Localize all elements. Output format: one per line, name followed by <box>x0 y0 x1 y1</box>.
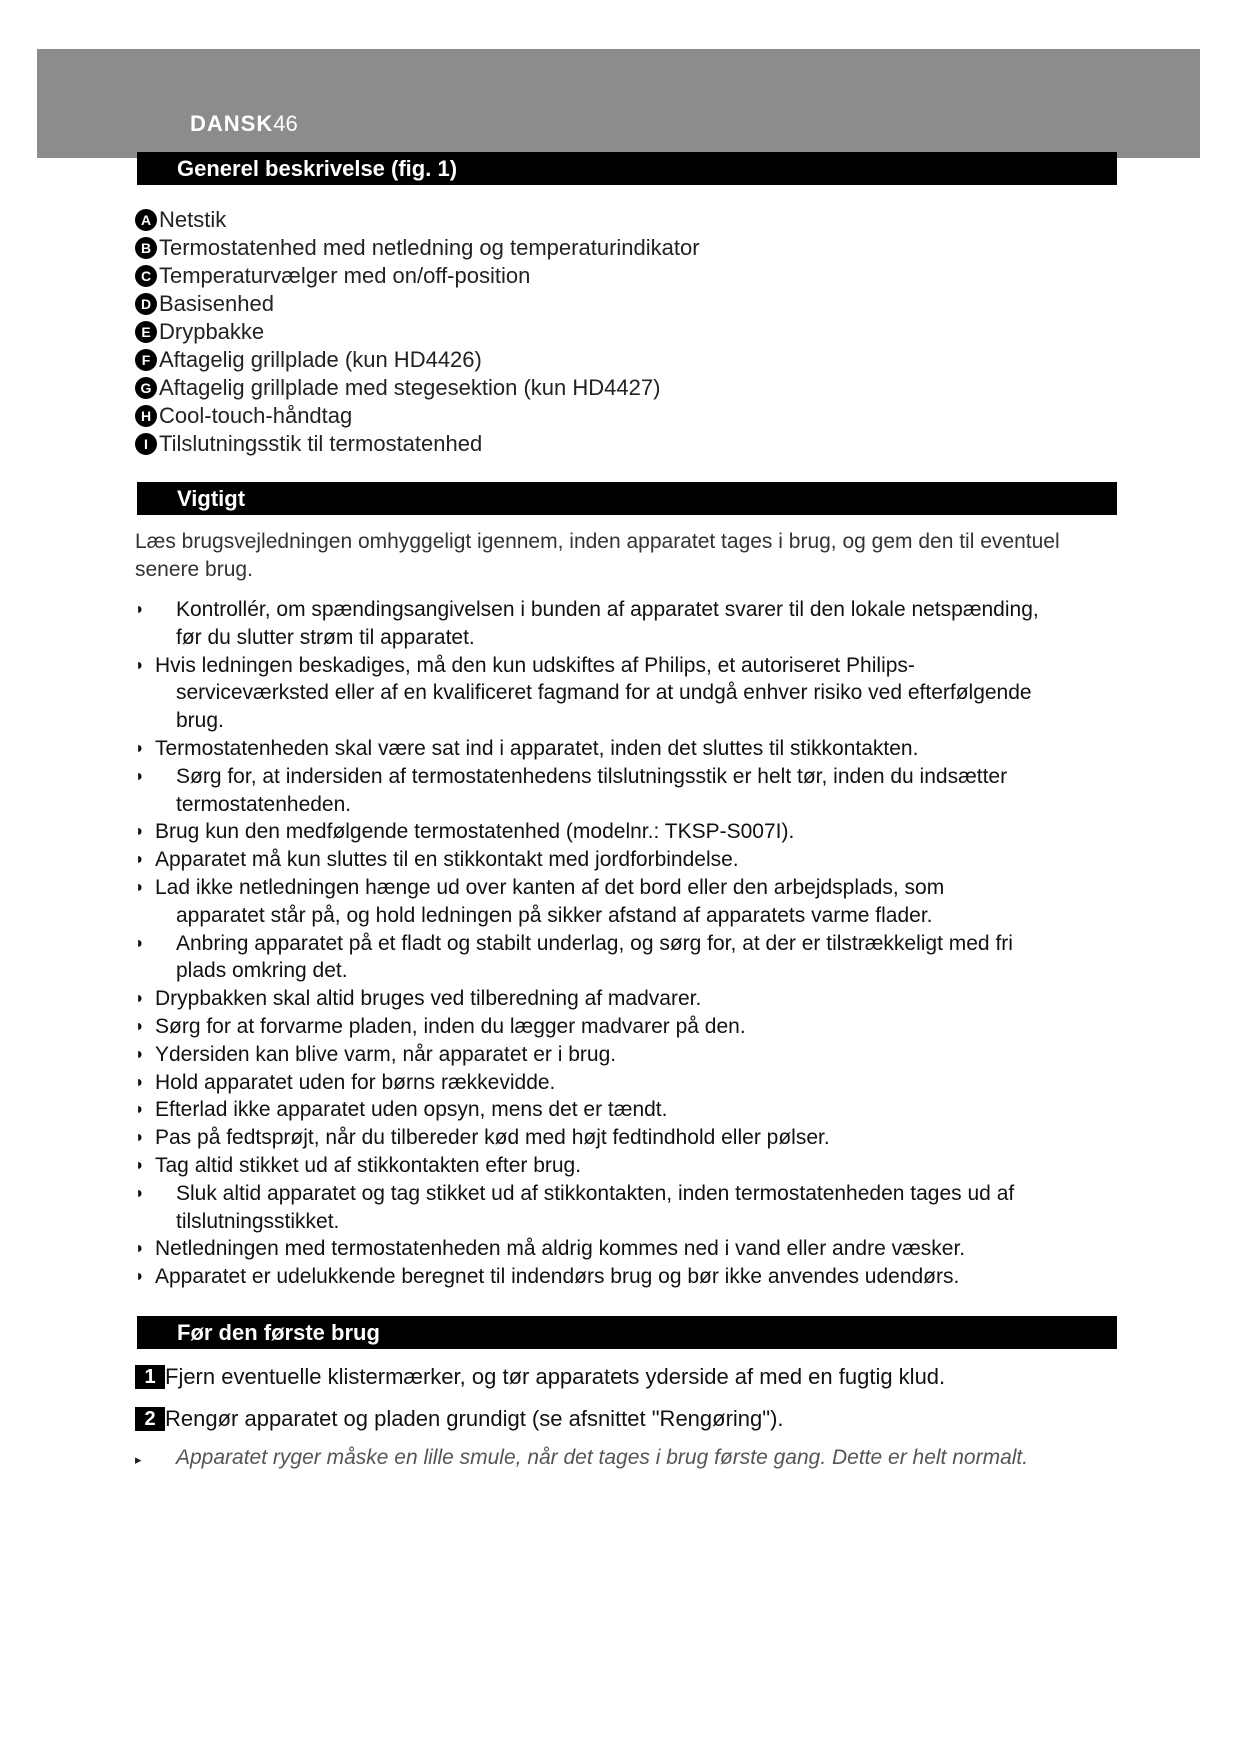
step-item <box>135 1404 1115 1446</box>
warning-item <box>135 930 1115 986</box>
bullet-icon: ◗ <box>135 1045 145 1063</box>
bullet-icon: ◗ <box>135 1129 145 1147</box>
component-label: Tilslutningsstik til termostatenhed <box>159 431 483 456</box>
warning-item <box>135 735 1115 763</box>
bullet-icon: ◗ <box>135 1073 145 1091</box>
component-list-item <box>135 402 700 430</box>
component-label: Cool-touch-håndtag <box>159 403 353 428</box>
section-heading-general-description: Generel beskrivelse (fig. 1) <box>137 152 1117 185</box>
bullet-icon: ◗ <box>135 1184 145 1202</box>
warning-item <box>135 596 1115 652</box>
warning-item <box>135 846 1115 874</box>
step-text: Rengør apparatet og pladen grundigt (se afsnittet "Rengøring"). <box>165 1406 784 1431</box>
warning-text: Apparatet må kun sluttes til en stikkontakt med jordforbindelse. <box>155 848 739 872</box>
warning-text: Lad ikke netledningen hænge ud over kanten af det bord eller den arbejdsplads, som <box>155 875 945 899</box>
letter-badge-icon: H <box>135 405 157 427</box>
warning-text: Ydersiden kan blive varm, når apparatet er i brug. <box>155 1042 617 1066</box>
warning-text: termostatenheden. <box>176 792 352 816</box>
letter-badge-icon: D <box>135 293 157 315</box>
component-list-item <box>135 318 700 346</box>
component-list-item <box>135 346 700 374</box>
warning-item <box>135 985 1115 1013</box>
important-intro-line-1: Læs brugsvejledningen omhyggeligt igennem, inden apparatet tages i brug, og gem den til eventuel <box>135 530 1060 553</box>
component-list <box>135 206 700 458</box>
component-label: Netstik <box>159 207 227 232</box>
component-list-item <box>135 430 700 458</box>
warning-text: Efterlad ikke apparatet uden opsyn, mens det er tændt. <box>155 1098 668 1122</box>
bullet-icon: ◗ <box>135 1156 145 1174</box>
component-list-item <box>135 234 700 262</box>
warning-item <box>135 1096 1115 1124</box>
warning-text: brug. <box>176 709 224 733</box>
bullet-icon: ◗ <box>135 739 145 757</box>
component-list-item <box>135 374 700 402</box>
warning-item <box>135 1041 1115 1069</box>
warning-text: Sluk altid apparatet og tag stikket ud af stikkontakten, inden termostatenheden tages ud af <box>176 1181 1015 1205</box>
important-intro-line-2: senere brug. <box>135 558 253 581</box>
letter-badge-icon: A <box>135 209 157 231</box>
bullet-icon: ◗ <box>135 601 145 618</box>
warning-text: Brug kun den medfølgende termostatenhed (modelnr.: TKSP-S007I). <box>155 820 795 844</box>
step-number-badge: 2 <box>135 1407 165 1431</box>
component-label: Aftagelig grillplade (kun HD4426) <box>159 347 482 372</box>
warning-item <box>135 874 1115 930</box>
warning-text: Termostatenheden skal være sat ind i apparatet, inden det sluttes til stikkontakten. <box>155 736 919 760</box>
bullet-icon: ◗ <box>135 656 145 674</box>
letter-badge-icon: C <box>135 265 157 287</box>
header-band <box>37 49 1200 158</box>
bullet-icon: ◗ <box>135 990 145 1008</box>
bullet-icon: ◗ <box>135 1101 145 1119</box>
component-list-item <box>135 262 700 290</box>
warning-item <box>135 1263 1115 1291</box>
note-arrow-icon: ▸ <box>135 1452 142 1467</box>
letter-badge-icon: B <box>135 237 157 259</box>
warning-item <box>135 1069 1115 1097</box>
warning-text: Pas på fedtsprøjt, når du tilbereder kød med højt fedtindhold eller pølser. <box>155 1126 830 1150</box>
bullet-icon: ◗ <box>135 851 145 869</box>
warning-text: Netledningen med termostatenheden må aldrig kommes ned i vand eller andre væsker. <box>155 1237 966 1261</box>
page-number: 46 <box>273 111 298 136</box>
letter-badge-icon: F <box>135 349 157 371</box>
warning-text: plads omkring det. <box>176 959 348 983</box>
bullet-icon: ◗ <box>135 1240 145 1258</box>
warning-item <box>135 763 1115 819</box>
warning-item <box>135 1152 1115 1180</box>
component-label: Basisenhed <box>159 291 274 316</box>
warning-text: Hold apparatet uden for børns rækkevidde. <box>155 1070 556 1094</box>
step-number-badge: 1 <box>135 1365 165 1389</box>
warning-item <box>135 652 1115 735</box>
bullet-icon: ◗ <box>135 1268 145 1286</box>
component-list-item <box>135 290 700 318</box>
step-item <box>135 1362 1115 1404</box>
component-list-item <box>135 206 700 234</box>
warning-item <box>135 1124 1115 1152</box>
warning-text: Sørg for, at indersiden af termostatenhedens tilslutningsstik er helt tør, inden du indsætter <box>176 764 1008 788</box>
page-header <box>190 111 298 137</box>
important-intro <box>135 528 1100 584</box>
warning-item <box>135 1013 1115 1041</box>
warning-text: serviceværksted eller af en kvalificeret fagmand for at undgå enhver risiko ved efterfølgende <box>176 681 1032 705</box>
header-language: DANSK <box>190 111 274 136</box>
warning-text: Tag altid stikket ud af stikkontakten efter brug. <box>155 1153 582 1177</box>
section-heading-important: Vigtigt <box>137 482 1117 515</box>
safety-warning-list <box>135 596 1115 1291</box>
first-use-note <box>135 1444 1028 1474</box>
warning-item <box>135 1235 1115 1263</box>
step-text: Fjern eventuelle klistermærker, og tør apparatets yderside af med en fugtig klud. <box>165 1364 946 1389</box>
bullet-icon: ◗ <box>135 767 145 785</box>
bullet-icon: ◗ <box>135 823 145 841</box>
component-label: Aftagelig grillplade med stegesektion (kun HD4427) <box>159 375 661 400</box>
warning-text: tilslutningsstikket. <box>176 1209 340 1233</box>
warning-item <box>135 818 1115 846</box>
component-label: Drypbakke <box>159 319 265 344</box>
warning-text: Hvis ledningen beskadiges, må den kun udskiftes af Philips, et autoriseret Philips- <box>155 653 915 677</box>
bullet-icon: ◗ <box>135 934 145 952</box>
warning-item <box>135 1180 1115 1236</box>
warning-text: Apparatet er udelukkende beregnet til indendørs brug og bør ikke anvendes udendørs. <box>155 1265 960 1289</box>
bullet-icon: ◗ <box>135 878 145 896</box>
warning-text: Kontrollér, om spændingsangivelsen i bunden af apparatet svarer til den lokale netspænding, <box>176 598 1039 621</box>
component-label: Termostatenhed med netledning og temperaturindikator <box>159 235 700 260</box>
letter-badge-icon: I <box>135 433 157 455</box>
letter-badge-icon: G <box>135 377 157 399</box>
warning-text: Anbring apparatet på et fladt og stabilt underlag, og sørg for, at der er tilstrækkeligt med fri <box>176 931 1013 955</box>
bullet-icon: ◗ <box>135 1017 145 1035</box>
letter-badge-icon: E <box>135 321 157 343</box>
first-use-steps <box>135 1362 1115 1446</box>
warning-text: apparatet står på, og hold ledningen på sikker afstand af apparatets varme flader. <box>176 903 933 927</box>
section-heading-before-first-use: Før den første brug <box>137 1316 1117 1349</box>
component-label: Temperaturvælger med on/off-position <box>159 263 531 288</box>
warning-text: før du slutter strøm til apparatet. <box>176 625 475 649</box>
warning-text: Drypbakken skal altid bruges ved tilberedning af madvarer. <box>155 987 702 1011</box>
warning-text: Sørg for at forvarme pladen, inden du lægger madvarer på den. <box>155 1014 746 1038</box>
note-text: Apparatet ryger måske en lille smule, når det tages i brug første gang. Dette er helt normalt. <box>176 1446 1029 1469</box>
